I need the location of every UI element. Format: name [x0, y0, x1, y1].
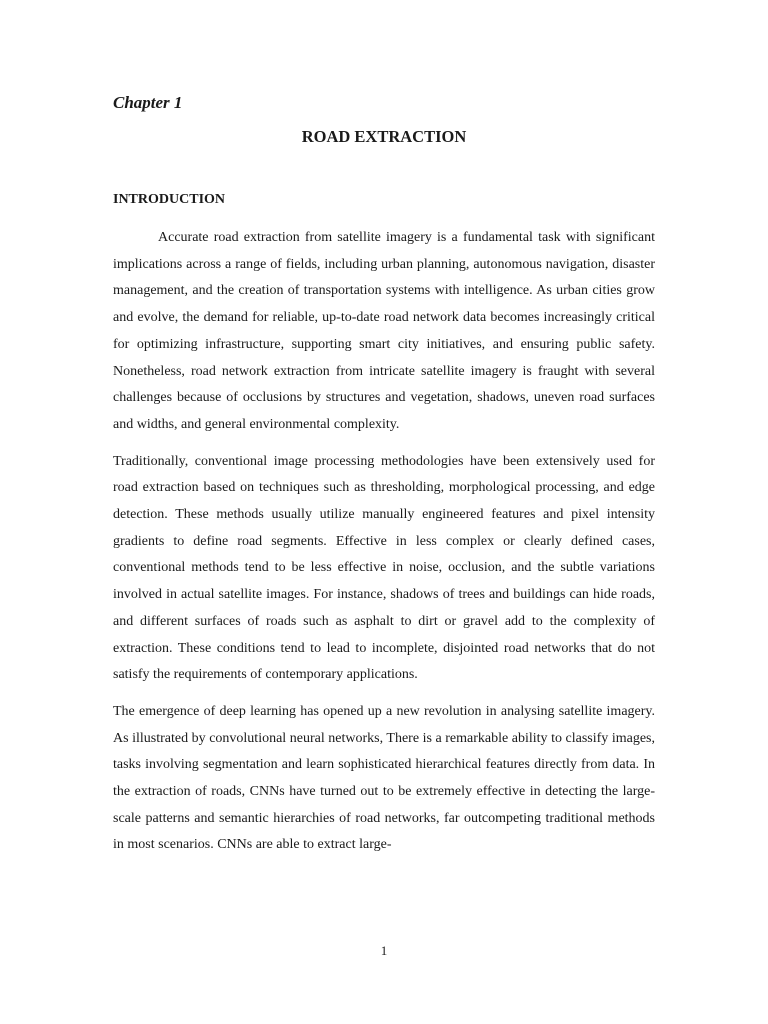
paragraph-1: Accurate road extraction from satellite imagery is a fundamental task with significant implications across a range of fields, including urban planning, autonomous navigation, disaster management, and the creation of transportation systems with intelligence. As urban cities grow and evolve, the demand for reliable, up-to-date road network data becomes increasingly critical for optimizing infrastructure, supporting smart city initiatives, and ensuring public safety. Nonetheless, road network extraction from intricate satellite imagery is fraught with several challenges because of occlusions by structures and vegetation, shadows, uneven road surfaces and widths, and general environmental complexity. [113, 230, 655, 432]
paragraph-3: The emergence of deep learning has opened up a new revolution in analysing satellite imagery. As illustrated by convolutional neural networks, There is a remarkable ability to classify images, tasks involving segmentation and learn sophisticated hierarchical features directly from data. In the extraction of roads, CNNs have turned out to be extremely effective in detecting the large-scale patterns and semantic hierarchies of road networks, far outcompeting traditional methods in most scenarios. CNNs are able to extract large- [113, 703, 655, 853]
section-heading: INTRODUCTION [113, 192, 226, 207]
chapter-title: ROAD EXTRACTION [301, 127, 467, 146]
chapter-label: Chapter 1 [113, 93, 183, 112]
body-text [113, 225, 655, 869]
page-number: 1 [380, 943, 388, 958]
paragraph-2: Traditionally, conventional image processing methodologies have been extensively used for road extraction based on techniques such as thresholding, morphological processing, and edge detection. These methods usually utilize manually engineered features and pixel intensity gradients to define road segments. Effective in less complex or clearly defined cases, conventional methods tend to be less effective in noise, occlusion, and the subtle variations involved in actual satellite images. For instance, shadows of trees and buildings can hide roads, and different surfaces of roads such as asphalt to dirt or gravel add to the complexity of extraction. These conditions tend to lead to incomplete, disjointed road networks that do not satisfy the requirements of contemporary applications. [113, 453, 655, 683]
